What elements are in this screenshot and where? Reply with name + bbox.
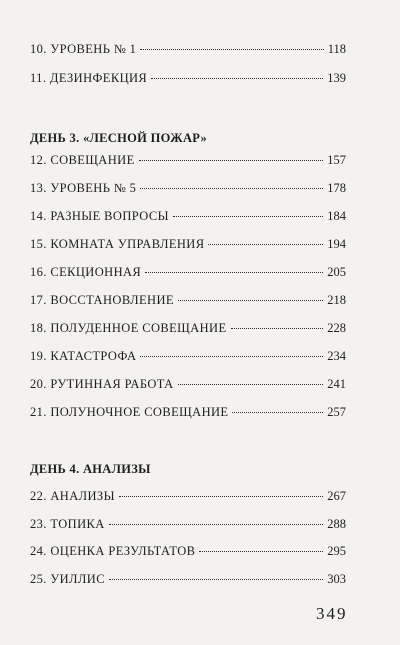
- toc-entry-title: 10. УРОВЕНЬ № 1: [30, 42, 137, 56]
- toc-entry-title: 11. ДЕЗИНФЕКЦИЯ: [30, 71, 148, 85]
- dot-leader: [173, 216, 323, 217]
- dot-leader: [140, 188, 323, 189]
- dot-leader: [151, 78, 323, 79]
- toc-entry-title: 13. УРОВЕНЬ № 5: [30, 181, 137, 195]
- toc-entry-page: 118: [327, 42, 346, 56]
- toc-entry-title: 14. РАЗНЫЕ ВОПРОСЫ: [30, 209, 169, 223]
- toc-entry-title: 12. СОВЕЩАНИЕ: [30, 153, 135, 167]
- dot-leader: [178, 300, 323, 301]
- dot-leader: [109, 524, 324, 525]
- dot-leader: [119, 496, 323, 497]
- toc-entry: [30, 181, 346, 201]
- toc-entry-page: 139: [327, 71, 346, 85]
- toc-entry: [30, 265, 346, 285]
- toc-entry: [30, 517, 346, 537]
- toc-entry-page: 205: [327, 265, 346, 279]
- section-heading: ДЕНЬ 4. АНАЛИЗЫ: [30, 462, 151, 476]
- toc-entry-title: 24. ОЦЕНКА РЕЗУЛЬТАТОВ: [30, 544, 196, 558]
- dot-leader: [140, 356, 323, 357]
- dot-leader: [232, 412, 323, 413]
- toc-entry-page: 288: [327, 517, 346, 531]
- toc-entry: [30, 349, 346, 369]
- toc-entry-title: 18. ПОЛУДЕННОЕ СОВЕЩАНИЕ: [30, 321, 227, 335]
- toc-entry: [30, 293, 346, 313]
- toc-entry-page: 178: [327, 181, 346, 195]
- dot-leader: [178, 384, 324, 385]
- toc-entry: [30, 209, 346, 229]
- dot-leader: [139, 160, 324, 161]
- toc-entry-title: 22. АНАЛИЗЫ: [30, 489, 115, 503]
- toc-entry: [30, 405, 346, 425]
- toc-entry-page: 241: [327, 377, 346, 391]
- toc-entry-title: 16. СЕКЦИОННАЯ: [30, 265, 142, 279]
- toc-entry-page: 228: [327, 321, 346, 335]
- toc-entry-page: 184: [327, 209, 346, 223]
- toc-entry-page: 157: [327, 153, 346, 167]
- toc-entry: [30, 237, 346, 257]
- toc-entry: [30, 153, 346, 173]
- section-heading: ДЕНЬ 3. «ЛЕСНОЙ ПОЖАР»: [30, 131, 208, 145]
- toc-entry-page: 257: [327, 405, 346, 419]
- toc-entry-page: 218: [327, 293, 346, 307]
- toc-entry-page: 303: [327, 572, 346, 586]
- toc-entry: [30, 489, 346, 509]
- toc-entry-title: 23. ТОПИКА: [30, 517, 105, 531]
- page-number: 349: [316, 604, 348, 623]
- toc-entry-page: 194: [327, 237, 346, 251]
- toc-entry: [30, 321, 346, 341]
- toc-entry: [30, 544, 346, 564]
- toc-entry: [30, 572, 346, 592]
- dot-leader: [208, 244, 323, 245]
- dot-leader: [199, 551, 323, 552]
- dot-leader: [109, 579, 323, 580]
- dot-leader: [231, 328, 324, 329]
- toc-entry-title: 25. УИЛЛИС: [30, 572, 105, 586]
- dot-leader: [140, 49, 323, 50]
- toc-entry-title: 17. ВОССТАНОВЛЕНИЕ: [30, 293, 174, 307]
- toc-entry-page: 295: [327, 544, 346, 558]
- toc-entry-page: 234: [327, 349, 346, 363]
- dot-leader: [145, 272, 323, 273]
- toc-entry-title: 19. КАТАСТРОФА: [30, 349, 137, 363]
- toc-entry-page: 267: [327, 489, 346, 503]
- toc-entry: [30, 377, 346, 397]
- toc-entry: [30, 71, 346, 91]
- toc-entry-title: 20. РУТИННАЯ РАБОТА: [30, 377, 174, 391]
- toc-entry: [30, 42, 346, 62]
- toc-entry-title: 15. КОМНАТА УПРАВЛЕНИЯ: [30, 237, 205, 251]
- toc-entry-title: 21. ПОЛУНОЧНОЕ СОВЕЩАНИЕ: [30, 405, 229, 419]
